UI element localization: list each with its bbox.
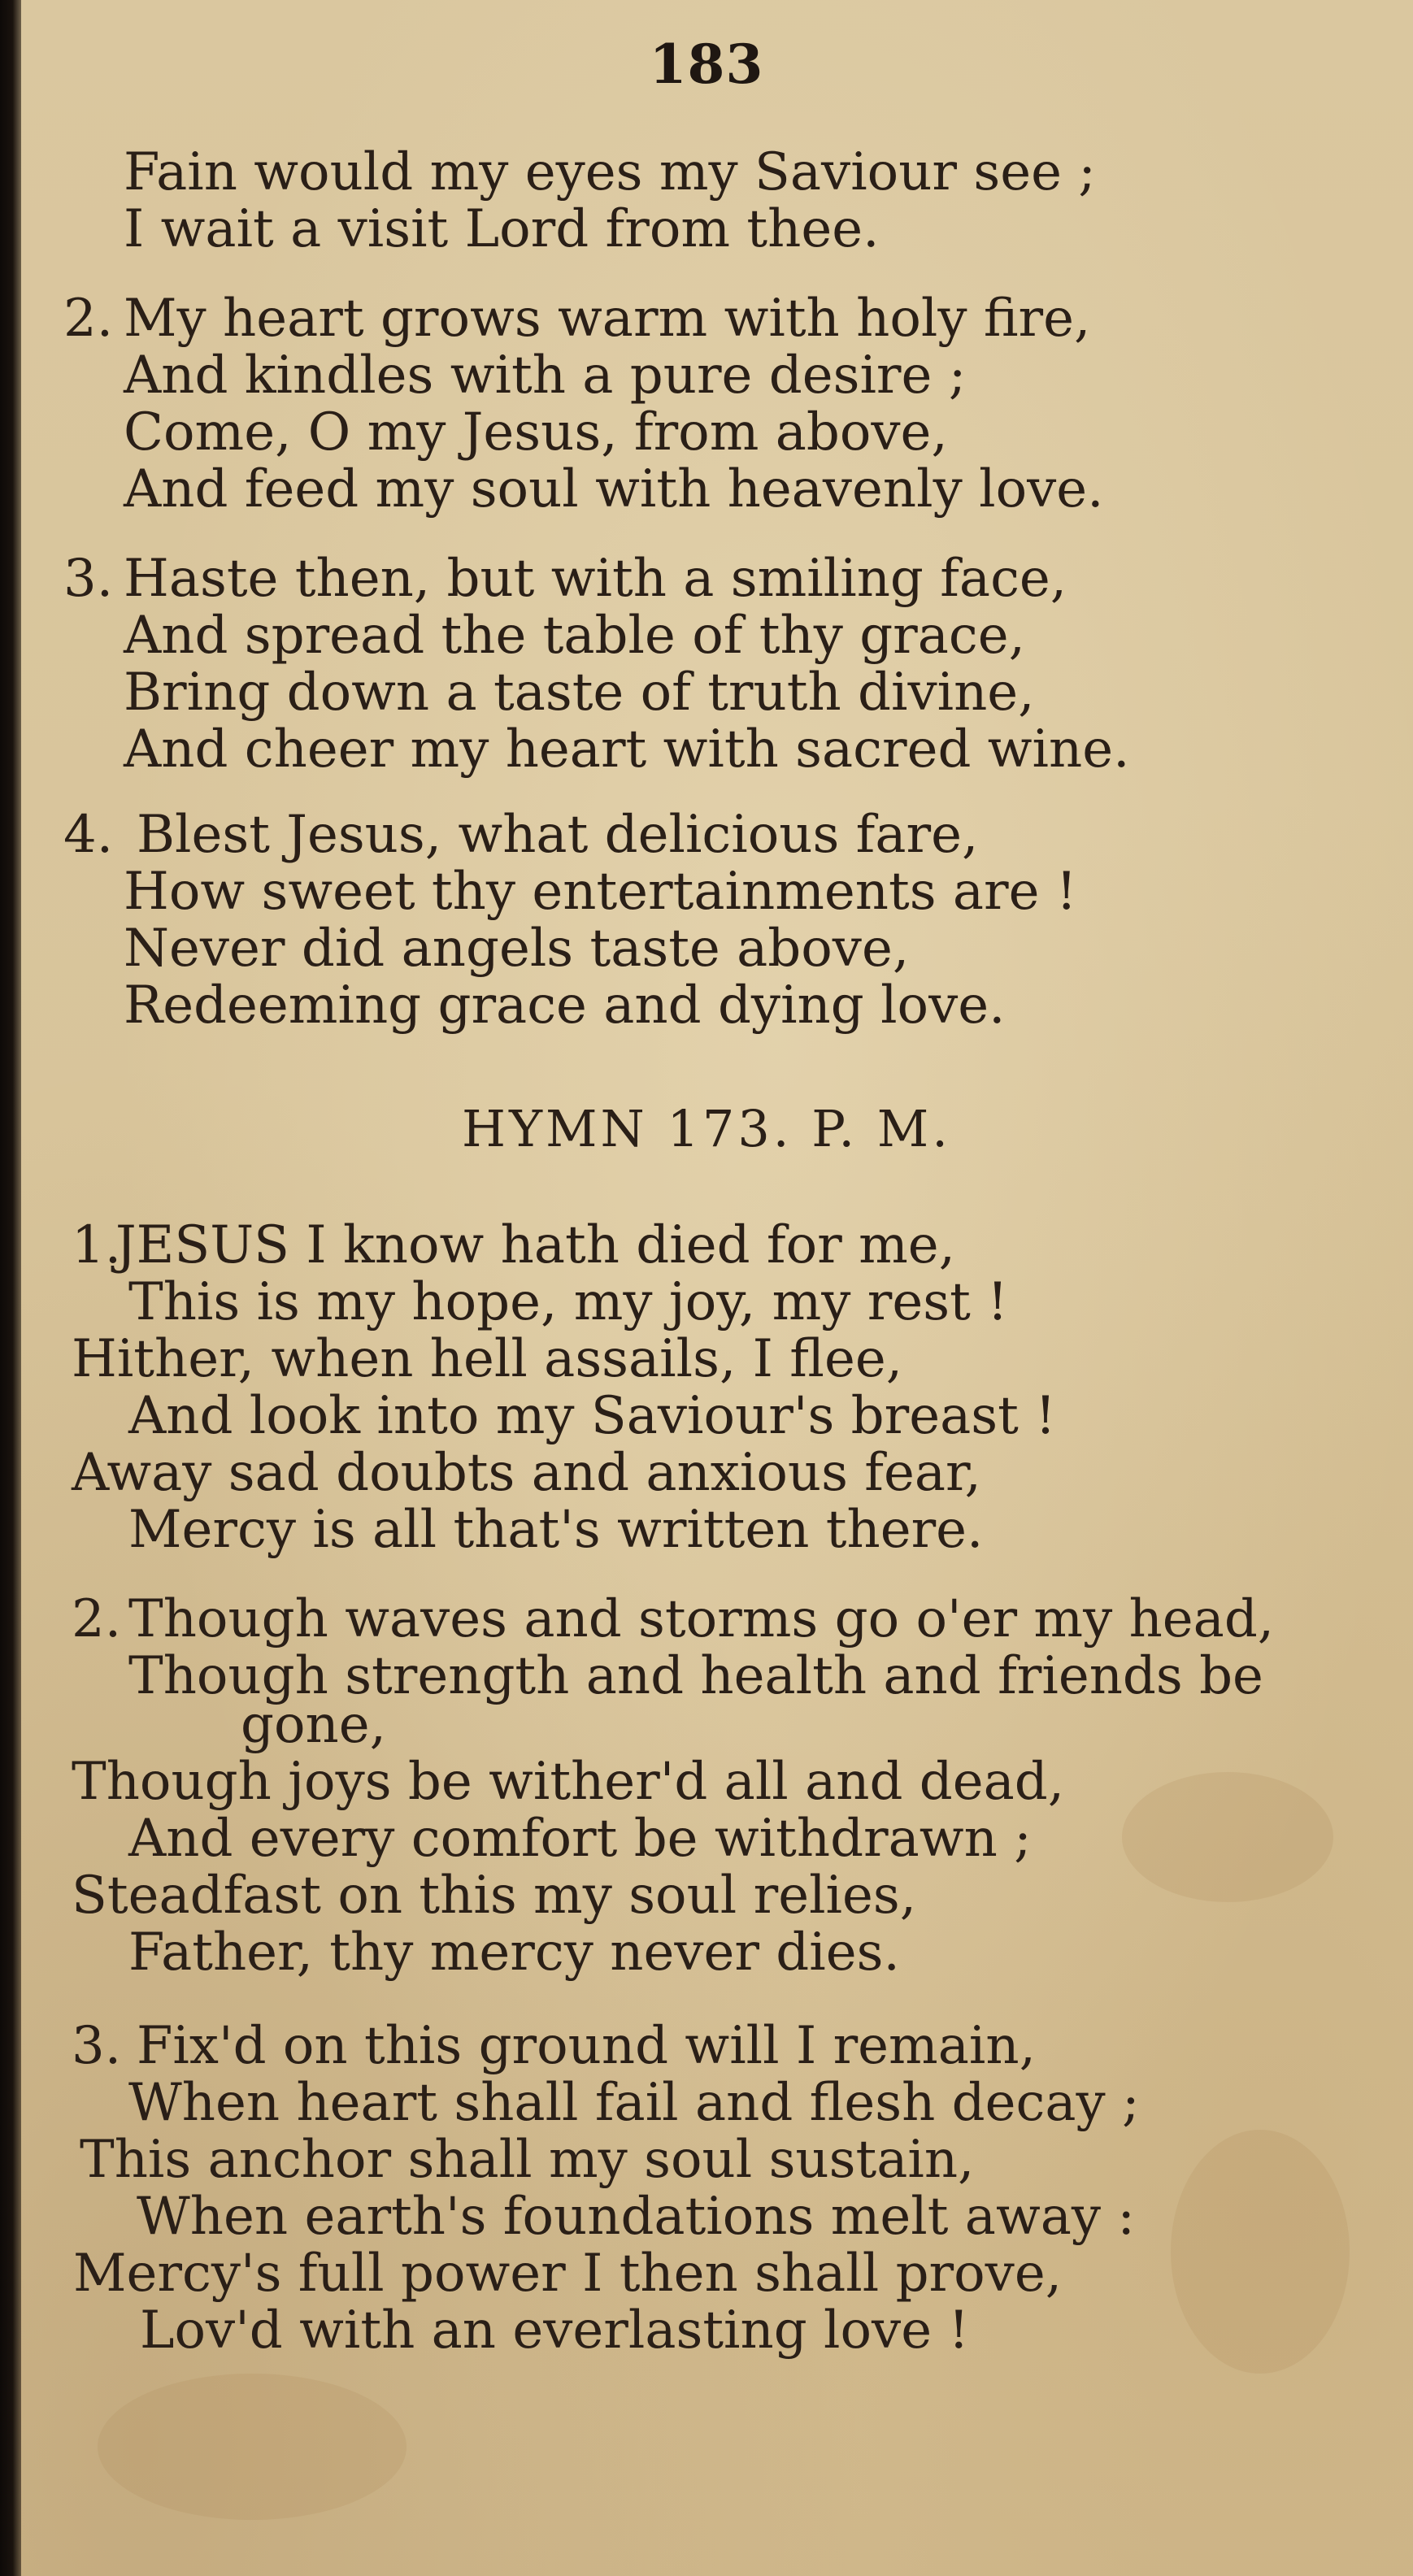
- paper-stain: [1122, 1772, 1333, 1902]
- verse-line: Come, O my Jesus, from above,: [124, 402, 948, 463]
- verse-number: 3.: [72, 2016, 122, 2076]
- verse-number: 3.: [63, 549, 114, 609]
- verse-number: 2.: [63, 289, 114, 349]
- verse-line: This is my hope, my joy, my rest !: [128, 1272, 1008, 1332]
- verse-number: 2.: [72, 1589, 122, 1649]
- verse-number: 1.: [72, 1215, 122, 1275]
- verse-line: Redeeming grace and dying love.: [124, 975, 1006, 1036]
- verse-line: And look into my Saviour's breast !: [128, 1386, 1056, 1446]
- verse-line: Though waves and storms go o'er my head,: [128, 1589, 1275, 1649]
- verse-line: Fix'd on this ground will I remain,: [137, 2016, 1036, 2076]
- verse-line: Away sad doubts and anxious fear,: [72, 1443, 981, 1503]
- verse-line: My heart grows warm with holy fire,: [124, 289, 1091, 349]
- verse-line: Father, thy mercy never dies.: [128, 1922, 900, 1983]
- verse-line: And every comfort be withdrawn ;: [128, 1809, 1032, 1869]
- verse-line: When heart shall fail and flesh decay ;: [128, 2073, 1140, 2133]
- verse-line: Steadfast on this my soul relies,: [72, 1866, 917, 1926]
- verse-line: I wait a visit Lord from thee.: [124, 199, 880, 259]
- book-spine-edge: [0, 0, 21, 2576]
- verse-line: This anchor shall my soul sustain,: [80, 2130, 975, 2190]
- verse-line: And feed my soul with heavenly love.: [124, 459, 1104, 519]
- verse-line: JESUS I know hath died for me,: [115, 1215, 955, 1275]
- verse-line: gone,: [241, 1695, 386, 1755]
- verse-line: Haste then, but with a smiling face,: [124, 549, 1067, 609]
- verse-line: Bring down a taste of truth divine,: [124, 662, 1035, 723]
- verse-number: 4.: [63, 805, 114, 865]
- verse-line: Mercy is all that's written there.: [128, 1500, 984, 1560]
- verse-line: Hither, when hell assails, I flee,: [72, 1329, 903, 1389]
- verse-line: How sweet thy entertainments are !: [124, 862, 1077, 922]
- verse-line: And kindles with a pure desire ;: [124, 345, 967, 406]
- verse-line: Never did angels taste above,: [124, 919, 910, 979]
- hymn-heading: HYMN 173. P. M.: [462, 1099, 951, 1158]
- verse-line: Though joys be wither'd all and dead,: [72, 1752, 1065, 1812]
- verse-line: When earth's foundations melt away :: [137, 2187, 1135, 2247]
- paper-stain: [98, 2374, 407, 2520]
- paper-stain: [1171, 2130, 1350, 2374]
- verse-line: And cheer my heart with sacred wine.: [124, 719, 1130, 780]
- verse-line: Lov'd with an everlasting love !: [140, 2300, 970, 2361]
- verse-line: Though strength and health and friends be: [128, 1646, 1263, 1706]
- page-number: 183: [649, 33, 764, 96]
- verse-line: And spread the table of thy grace,: [124, 606, 1025, 666]
- verse-line: Blest Jesus, what delicious fare,: [137, 805, 979, 865]
- verse-line: Mercy's full power I then shall prove,: [73, 2244, 1063, 2304]
- verse-line: Fain would my eyes my Saviour see ;: [124, 142, 1096, 202]
